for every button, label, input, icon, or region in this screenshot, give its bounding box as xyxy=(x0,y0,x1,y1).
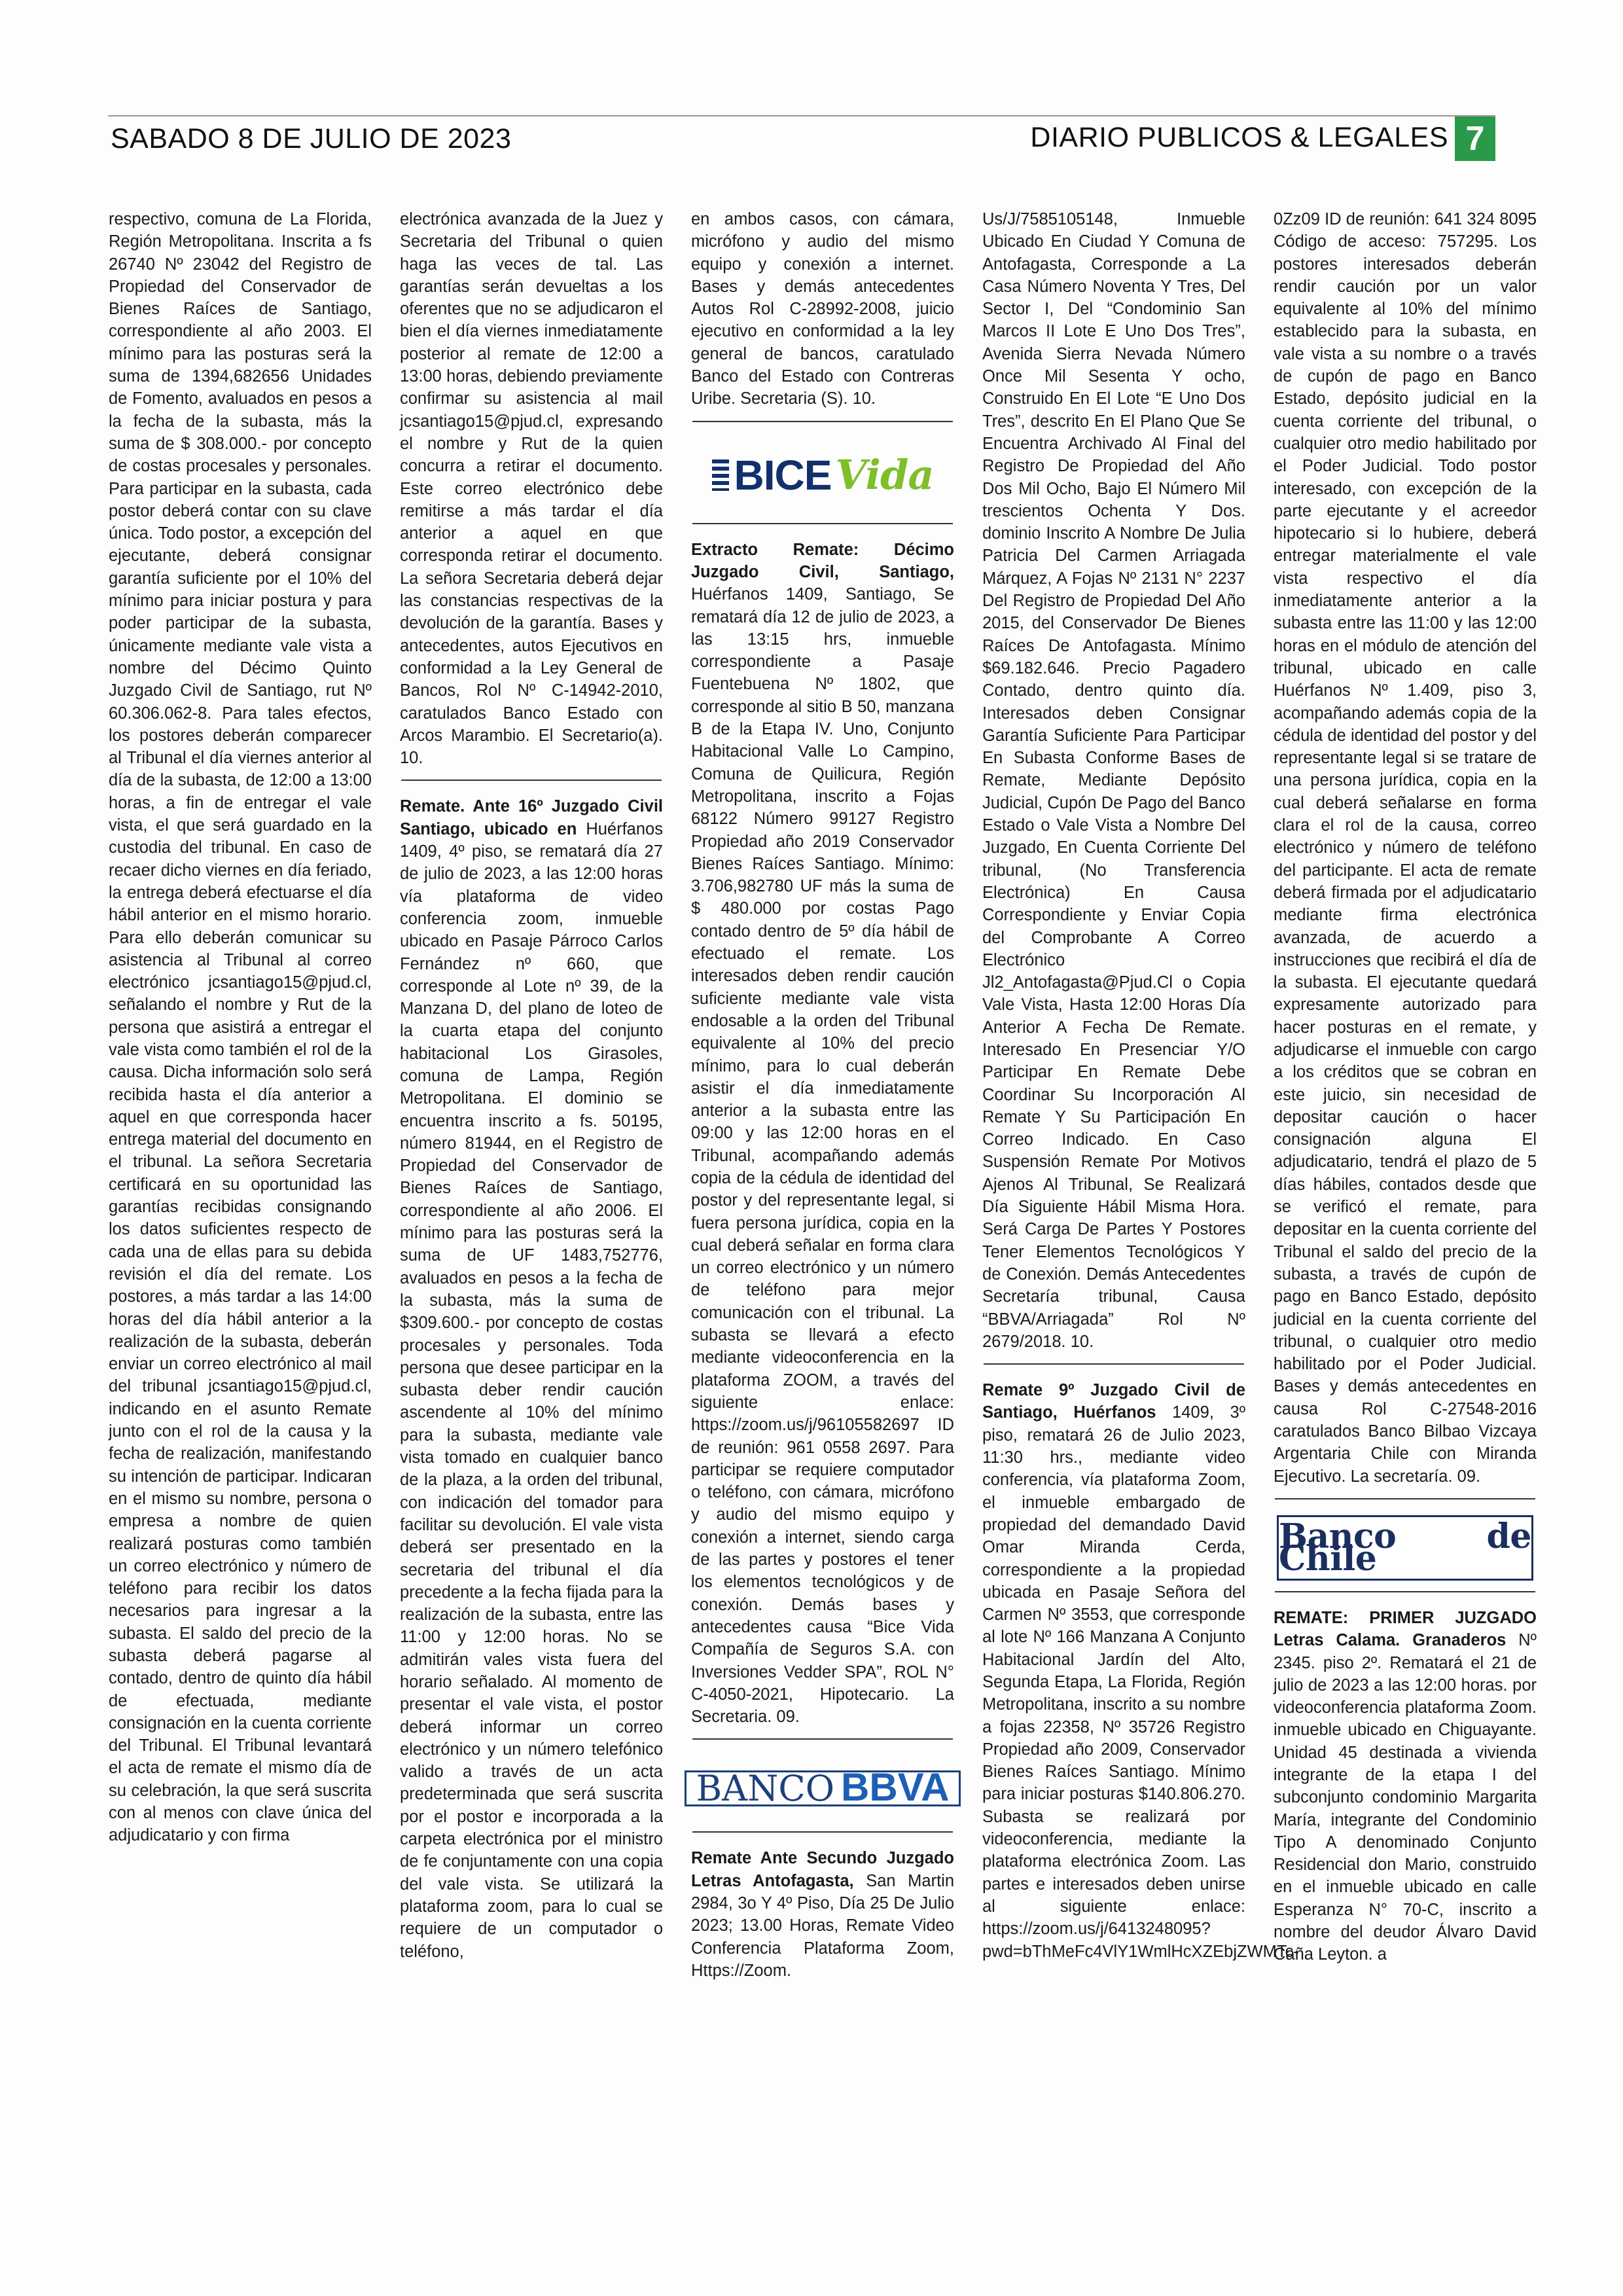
banco-de-chile-logo xyxy=(1274,1514,1537,1582)
notice-heading: REMATE: PRIMER JUZGADO Letras Calama. Granaderos xyxy=(1274,1608,1537,1650)
notice-heading: Extracto Remate: Décimo Juzgado Civil, Santiago, xyxy=(691,540,954,581)
notice xyxy=(982,1379,1299,1963)
notice-heading: Remate. Ante 16º Juzgado Civil Santiago, ubicado en xyxy=(400,797,663,838)
bbva-logo-bbva: BBVA xyxy=(840,1765,950,1810)
bice-stripes-icon xyxy=(712,459,729,491)
notice-divider xyxy=(692,1738,953,1740)
notice-divider xyxy=(984,1363,1244,1365)
notice-heading: Remate 9º Juzgado Civil de Santiago, Huérfanos xyxy=(982,1381,1245,1422)
notice xyxy=(691,1847,954,1982)
banco-bbva-logo xyxy=(691,1754,954,1822)
notice-text: respectivo, comuna de La Florida, Región Metropolitana. Inscrita a fs 26740 Nº 23042 del Registro de Propiedad del Conservador de Bienes Raíces de Santiago, correspondiente al año 2003. El mínimo para las posturas será la suma de 1394,682656 Unidades de Fomento, avaluados en pesos a la fecha de la subasta, más la suma de $ 308.000.- por concepto de costas procesales y personales. Para participar en la subasta, cada postor deberá contar con su clave única. Todo postor, a excepción del ejecutante, deberá consignar garantía suficiente por el 10% del mínimo para iniciar postura y para poder participar de la subasta, únicamente mediante vale vista a nombre del Décimo Quinto Juzgado Civil de Santiago, rut Nº 60.306.062-8. Para tales efectos, los postores deberán comparecer al Tribunal el día viernes anterior al día de la subasta, de 12:00 a 13:00 horas, a fin de entregar el vale vista, el que será guardado en la custodia del tribunal. En caso de recaer dicho viernes en día feriado, la entrega deberá efectuarse el día hábil anterior en el mismo horario. Para ello deberán comunicar su asistencia al Tribunal al correo electrónico jcsantiago15@pjud.cl, señalando el nombre y Rut de la persona que asistirá a entregar el vale vista como también el rol de la causa. Dicha información solo será recibida hasta el día anterior a aquel en que corresponda hacer entrega material del documento en el tribunal. La señora Secretaria certificará en su oportunidad las garantías recibidas consignando los datos suficientes respecto de cada una de ellas para su debida revisión el día del remate. Los postores, a más tardar a las 14:00 horas del día hábil anterior a la realización de la subasta, deberán enviar un correo electrónico al mail del tribunal jcsantiago15@pjud.cl, indicando en el asunto Remate junto con el rol de la causa y la fecha de realización, manifestando su intención de participar. Indicaran en el mismo su nombre, persona o empresa a nombre de quien realizará posturas como también un correo electrónico y número de teléfono para recibir los datos necesarios para ingresar a la subasta. El saldo del precio de la subasta deberá pagarse al contado, dentro de quinto día hábil de efectuada, mediante consignación en la cuenta corriente del Tribunal. El Tribunal levantará el acta de remate el mismo día de su celebración, la que será suscrita con al menos con clave única del adjudicatario y con firma xyxy=(109,210,372,1845)
column-1 xyxy=(109,208,372,2159)
bice-logo-text: BICE xyxy=(734,451,832,499)
notice-text: Nº 2345. piso 2º. Rematará el 21 de julio de 2023 a las 12:00 horas. por videoconferencia plataforma Zoom. inmueble ubicado en Chiguayante. Unidad 45 destinada a vivienda integrante de la etapa I del subconjunto condominio Margarita María, integrante del Condominio Tipo A denominado Conjunto Residencial don Mario, construido en el inmueble ubicado en calle Esperanza N° 70-C, inscrito a nombre del deudor Álvaro David Caña Leyton. a xyxy=(1274,1631,1537,1964)
column-4 xyxy=(982,208,1299,2159)
column-2 xyxy=(400,208,663,2159)
notice-heading: Remate Ante Secundo Juzgado Letras Antofagasta, xyxy=(691,1849,954,1890)
notice-divider xyxy=(1275,1591,1535,1592)
notice-divider xyxy=(401,780,662,781)
notice-text: Huérfanos 1409, Santiago, Se rematará día 12 de julio de 2023, a las 13:15 hrs, inmueble correspondiente a Pasaje Fuentebuena Nº 1802, que corresponde al sitio B 50, manzana B de la Etapa IV. Uno, Conjunto Habitacional Valle Lo Campino, Comuna de Quilicura, Región Metropolitana, inscrito a Fojas 68122 Número 99127 Registro Propiedad año 2019 Conservador Bienes Raíces Santiago. Mínimo: 3.706,982780 UF más la suma de $ 480.000 por costas Pago contado dentro de 5º día hábil de efectuado el remate. Los interesados deben rendir caución suficiente mediante vale vista endosable a la orden del Tribunal equivalente al 10% del precio mínimo, para lo cual deberán asistir el día inmediatamente anterior a la subasta entre las 09:00 y las 12:00 horas en el Tribunal, acompañando además copia de la cédula de identidad del postor y del representante legal, si fuera persona jurídica, copia en la cual deberá señalar en forma clara un correo electrónico y un número de teléfono para mejor comunicación con el tribunal. La subasta se llevará a efecto mediante videoconferencia en la plataforma ZOOM, a través del siguiente enlace: https://zoom.us/j/96105582697 ID de reunión: 961 0558 2697. Para participar se requiere computador o teléfono, con cámara, micrófono y audio del mismo equipo y conexión a internet, siendo carga de las partes y postores el tener los elementos tecnológicos y de conexión. Demás bases y antecedentes causa “Bice Vida Compañía de Seguros S.A. con Inversiones Vedder SPA”, ROL N° C-4050-2021, Hipotecario. La Secretaria. 09. xyxy=(691,585,954,1727)
notice-text: Huérfanos 1409, 4º piso, se rematará día 27 de julio de 2023, a las 12:00 horas vía plataforma de video conferencia zoom, inmueble ubicado en Pasaje Párroco Carlos Fernández nº 660, que corresponde al Lote nº 39, de la Manzana D, del plano de loteo de la cuarta etapa del conjunto habitacional Los Girasoles, comuna de Lampa, Región Metropolitana. El dominio se encuentra inscrito a fs. 50195, número 81944, en el Registro de Propiedad del Conservador de Bienes Raíces de Santiago, correspondiente al año 2006. El mínimo para las posturas será la suma de UF 1483,752776, avaluados en pesos a la fecha de la subasta, más la suma de $309.600.- por concepto de costas procesales y personales. Toda persona que desee participar en la subasta deber rendir caución ascendente al 10% del mínimo para la subasta, mediante vale vista tomado en cualquier banco de la plaza, a la orden del tribunal, con indicación del tomador para facilitar su devolución. El vale vista deberá ser presentado en la secretaria del tribunal el día precedente a la fecha fijada para la realización de la subasta, entre las 11:00 y 12:00 horas. No se admitirán vales vista fuera del horario señalado. Al momento de presentar el vale vista, el postor deberá informar un correo electrónico y un número telefónico valido a través de un acta predeterminada que será suscrita por el postor e incorporada a la carpeta electrónica por el ministro de fe conjuntamente con una copia del vale vista. Se utilizará la plataforma zoom, para lo cual se requiere de un computador o teléfono, xyxy=(400,819,663,1961)
notice-divider xyxy=(1275,1498,1535,1499)
publication-title: DIARIO PUBLICOS & LEGALES xyxy=(1030,122,1448,153)
bbva-logo-banco: BANCO xyxy=(696,1768,834,1810)
notice-text: 0Zz09 ID de reunión: 641 324 8095 Código de acceso: 757295. Los postores interesados deberán rendir caución por un valor equivalente al 10% del mínimo establecido para la subasta, en vale vista a su nombre o a través de cupón de pago en Banco Estado, depósito judicial en la cuenta corriente del tribunal, o cualquier otro medio habilitado por el Poder Judicial. Todo postor interesado, con excepción de la parte ejecutante y el acreedor hipotecario si lo hubiere, deberá entregar materialmente el vale vista respectivo el día inmediatamente anterior a la subasta entre las 11:00 y las 12:00 horas en el módulo de atención del tribunal, ubicado en calle Huérfanos Nº 1.409, piso 3, acompañando además copia de la cédula de identidad del postor y del representante legal si se tratare de una persona jurídica, copia en la cual deberá señalarse en forma clara el rol de la causa, correo electrónico y número de teléfono del participante. El acta de remate deberá firmada por el adjudicatario mediante firma electrónica avanzada, de acuerdo a instrucciones que recibirá el día de la subasta. El ejecutante quedará expresamente autorizado para hacer posturas en el remate, y adjudicarse el inmueble con cargo a los créditos que se cobran en este juicio, sin necesidad de depositar caución o hacer consignación alguna El adjudicatario, tendrá el plazo de 5 días hábiles, contados desde que se verificó el remate, para depositar en la cuenta corriente del Tribunal el saldo del precio de la subasta, a través de cupón de pago en Banco Estado, depósito judicial en la cuenta corriente del tribunal, o cualquier otro medio habilitado por el Poder Judicial. Bases y demás antecedentes en causa Rol C-27548-2016 caratulados Banco Bilbao Vizcaya Argentaria Chile con Miranda Ejecutivo. La secretaría. 09. xyxy=(1274,210,1537,1486)
notice-divider xyxy=(692,1831,953,1833)
issue-date: SABADO 8 DE JULIO DE 2023 xyxy=(111,123,512,154)
bice-vida-logo xyxy=(691,437,954,514)
page-header xyxy=(108,115,1495,165)
banco-de-chile-logo-text: Banco de Chile xyxy=(1279,1516,1531,1579)
notice-text: en ambos casos, con cámara, micrófono y audio del mismo equipo y conexión a internet. Bases y demás antecedentes Autos Rol C-28992-2008, juicio ejecutivo en conformidad a la ley general de bancos, caratulado Banco del Estado con Contreras Uribe. Secretaria (S). 10. xyxy=(691,210,954,408)
notice-divider xyxy=(692,421,953,422)
column-5 xyxy=(1274,208,1537,2159)
notice xyxy=(691,539,954,1729)
notice-divider xyxy=(692,523,953,524)
notice-text: electrónica avanzada de la Juez y Secretaria del Tribunal o quien haga las veces de tal. Las garantías serán devueltas a los oferentes que no se adjudicaron el bien el día viernes inmediatamente posterior al remate de 12:00 a 13:00 horas, debiendo previamente confirmar su asistencia al mail jcsantiago15@pjud.cl, expresando el nombre y Rut de la quien concurra a retirar el documento. Este correo electrónico debe remitirse a más tardar el día anterior a aquel en que corresponda retirar el documento. La señora Secretaria deberá dejar las constancias respectivas de la devolución de la garantía. Bases y antecedentes, autos Ejecutivos en conformidad a la Ley General de Bancos, Rol Nº C-14942-2010, caratulados Banco Estado con Arcos Marambio. El Secretario(a). 10. xyxy=(400,210,663,768)
page-number-badge: 7 xyxy=(1455,117,1495,161)
notice-text: San Martin 2984, 3o Y 4º Piso, Día 25 De Julio 2023; 13.00 Horas, Remate Video Conferencia Plataforma Zoom, Https://Zoom. xyxy=(691,1871,954,1980)
notice xyxy=(400,795,663,1962)
vida-logo-text: Vida xyxy=(835,450,934,499)
column-3 xyxy=(691,208,954,2159)
notice xyxy=(1274,1607,1537,1966)
notice-text: 1409, 3º piso, rematará 26 de Julio 2023, 11:30 hrs., mediante video conferencia, vía plataforma Zoom, el inmueble embargado de propiedad del demandado David Omar Miranda Cerda, correspondiente a la propiedad ubicada en Pasaje Señora del Carmen Nº 3553, que corresponde al lote Nº 166 Manzana A Conjunto Habitacional Jardín del Alto, Segunda Etapa, La Florida, Región Metropolitana, inscrito a su nombre a fojas 22358, Nº 35726 Registro Propiedad año 2009, Conservador Bienes Raíces Santiago. Mínimo para iniciar posturas $140.806.270. Subasta se realizará por videoconferencia, mediante la plataforma electrónica Zoom. Las partes e interesados deben unirse al siguiente enlace: https://zoom.us/j/6413248095?pwd=bThMeFc4VlY1WmlHcXZEbjZWMTc- xyxy=(982,1403,1299,1961)
notice-text: Us/J/7585105148, Inmueble Ubicado En Ciudad Y Comuna de Antofagasta, Corresponde a La Casa Número Noventa Y Tres, Del Sector I, Del “Condominio San Marcos II Lote E Uno Dos Tres”, Avenida Sierra Nevada Número Once Mil Sesenta Y ocho, Construido En El Lote “E Uno Dos Tres”, descrito En El Plano Que Se Encuentra Archivado Al Final del Registro De Propiedad del Año Dos Mil Ocho, Bajo El Número Mil trescientos Ochenta Y Dos. dominio Inscrito A Nombre De Julia Patricia Del Carmen Arriagada Márquez, A Fojas Nº 2131 N° 2237 Del Registro de Propiedad Del Año 2015, del Conservador De Bienes Raíces De Antofagasta. Mínimo $69.182.646. Precio Pagadero Contado, dentro quinto día. Interesados deben Consignar Garantía Suficiente Para Participar En Subasta Conforme Bases de Remate, Mediante Depósito Judicial, Cupón De Pago del Banco Estado o Vale Vista a Nombre Del Juzgado, En Cuenta Corriente Del tribunal, (No Transferencia Electrónica) En Causa Correspondiente y Enviar Copia del Comprobante A Correo Electrónico Jl2_Antofagasta@Pjud.Cl o Copia Vale Vista, Hasta 12:00 Horas Día Anterior A Fecha De Remate. Interesado En Presenciar Y/O Participar En Remate Debe Coordinar Su Incorporación Al Remate Y Su Participación En Correo Indicado. En Caso Suspensión Remate Por Motivos Ajenos Al Tribunal, Se Realizará Día Siguiente Hábil Misma Hora. Será Carga De Partes Y Postores Tener Elementos Tecnológicos Y de Conexión. Demás Antecedentes Secretaría tribunal, Causa “BBVA/Arriagada” Rol Nº 2679/2018. 10. xyxy=(982,210,1245,1351)
